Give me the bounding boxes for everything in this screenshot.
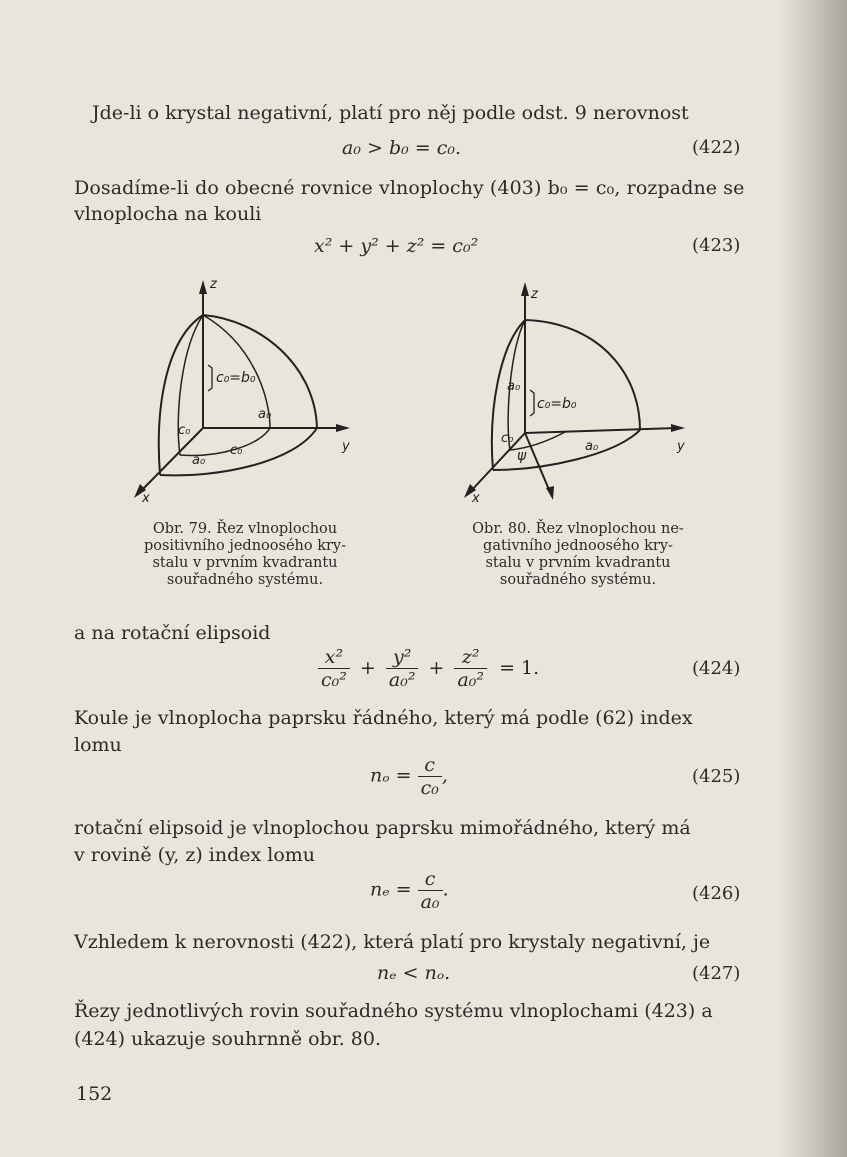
figure-80-diagram (455, 270, 705, 510)
fig80-label-psi: ψ (517, 448, 527, 464)
fig79-label-c0-left: c₀ (178, 423, 191, 438)
equation-422: a₀ > b₀ = c₀. (342, 137, 462, 159)
equation-number-422: (422) (692, 137, 741, 158)
equation-number-424: (424) (692, 658, 741, 679)
fig80-label-c0-left: c₀ (501, 431, 514, 446)
page-number: 152 (76, 1083, 113, 1105)
equation-427: nₑ < nₒ. (377, 962, 451, 984)
equation-425: nₒ = $\frac{c}{\text{c₀}}$ , (370, 754, 448, 799)
paragraph-6-line-1: Řezy jednotlivých rovin souřadného systému vlnoplochami (423) a (74, 1000, 713, 1022)
paragraph-4-line-2: v rovině (y, z) index lomu (74, 844, 316, 866)
fig80-psi-ray (525, 433, 550, 492)
paragraph-1-line-2: vlnoplocha na kouli (74, 203, 262, 225)
fig80-y-axis (525, 428, 677, 433)
fig80-label-x: x (472, 491, 480, 506)
figure-79-diagram (120, 270, 370, 510)
page-edge-shadow (777, 0, 847, 1157)
equation-423: x² + y² + z² = c₀² (314, 235, 479, 257)
fig79-label-y: y (342, 439, 350, 454)
equation-number-426: (426) (692, 883, 741, 904)
equation-number-425: (425) (692, 766, 741, 787)
fig79-label-c0-bottom: c₀ (230, 443, 243, 458)
equation-number-423: (423) (692, 235, 741, 256)
paragraph-5: Vzhledem k nerovnosti (422), která platí pro krystaly negativní, je (74, 931, 711, 953)
paragraph-1-line-1: Dosadíme-li do obecné rovnice vlnoplochy (403) b₀ = c₀, rozpadne se (74, 177, 745, 199)
fig80-yz-arc (525, 320, 640, 430)
paragraph-3-line-1: Koule je vlnoplocha paprsku řádného, který má podle (62) index (74, 707, 693, 729)
paragraph-2: a na rotační elipsoid (74, 622, 271, 644)
fig79-label-c0b0: c₀=b₀ (216, 370, 256, 386)
fig79-label-a0-right: a₀ (258, 407, 272, 422)
fig80-label-y: y (677, 439, 685, 454)
intro-line: Jde-li o krystal negativní, platí pro něj podle odst. 9 nerovnost (92, 102, 689, 124)
figure-80-caption: Obr. 80. Řez vlnoplochou ne- gativního jednoosého kry- stalu v prvním kvadrantu souřadného systému. (472, 521, 684, 588)
fig79-label-x: x (142, 491, 150, 506)
equation-426: nₑ = $\frac{c}{\text{a₀}}$ . (370, 868, 449, 913)
fig80-label-a0-bottom: a₀ (585, 439, 599, 454)
figure-79-caption: Obr. 79. Řez vlnoplochou positivního jednoosého kry- stalu v prvním kvadrantu souřadného systému. (143, 521, 347, 588)
paragraph-6-line-2: (424) ukazuje souhrnně obr. 80. (74, 1028, 382, 1050)
paragraph-3-line-2: lomu (74, 734, 122, 756)
equation-number-427: (427) (692, 963, 741, 984)
equation-424: $\frac{\text{x²}}{\text{c₀²}}$ + $\frac{\text{y²}}{\text{a₀²}}$ + $\frac{\text{z²}}{\text{a₀²}}$ = 1. (318, 646, 539, 691)
fig79-label-z: z (210, 277, 217, 292)
fig80-label-c0b0: c₀=b₀ (537, 396, 577, 412)
fig80-label-a0-left: a₀ (507, 379, 521, 394)
fig80-label-z: z (531, 287, 538, 302)
fig79-label-a0-bottom: a₀ (192, 453, 206, 468)
paragraph-4-line-1: rotační elipsoid je vlnoplochou paprsku mimořádného, který má (74, 817, 691, 839)
